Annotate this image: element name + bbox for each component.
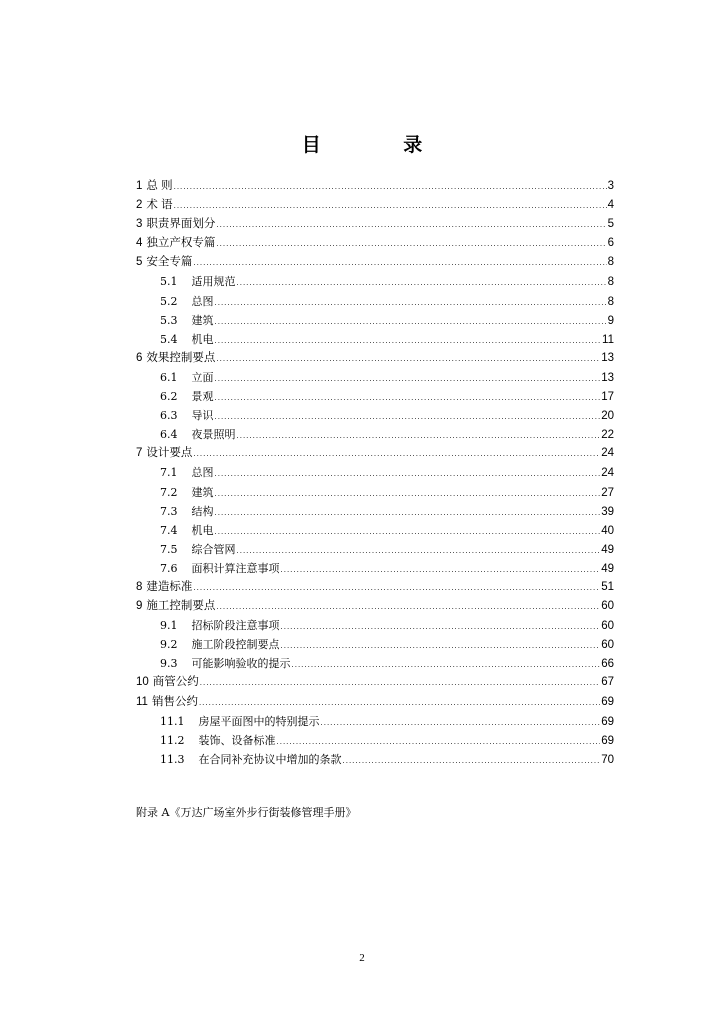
toc-dot-leader xyxy=(281,636,601,654)
toc-entry-page: 51 xyxy=(601,580,614,593)
toc-title: 目 录 xyxy=(301,134,461,156)
toc-entry-page: 70 xyxy=(601,753,614,766)
toc-dot-leader xyxy=(215,331,602,349)
toc-entry-label: 立面 xyxy=(191,370,214,384)
toc-entry[interactable] xyxy=(136,463,614,482)
toc-dot-leader xyxy=(193,578,600,597)
toc-entry-page: 13 xyxy=(601,351,614,364)
toc-dot-leader xyxy=(193,253,606,272)
toc-entry-number: 10 xyxy=(136,676,149,689)
toc-dot-leader xyxy=(215,503,601,521)
toc-entry[interactable] xyxy=(136,387,614,406)
toc-dot-leader xyxy=(215,407,601,425)
toc-dot-leader xyxy=(215,484,601,502)
toc-entry[interactable] xyxy=(136,654,614,673)
toc-entry[interactable] xyxy=(136,578,614,597)
toc-entry-number: 7.6 xyxy=(160,561,178,575)
toc-dot-leader xyxy=(292,655,601,673)
toc-entry-number: 7.2 xyxy=(160,485,178,499)
toc-entry-page: 40 xyxy=(601,524,614,537)
toc-entry-number: 11.2 xyxy=(160,733,185,747)
toc-dot-leader xyxy=(281,617,601,635)
toc-entry-label: 销售公约 xyxy=(151,695,198,708)
toc-entry-page: 20 xyxy=(601,410,614,423)
toc-entry-page: 49 xyxy=(601,543,614,556)
toc-entry[interactable] xyxy=(136,292,614,311)
page-number: 2 xyxy=(359,952,365,964)
toc-entry-page: 60 xyxy=(601,620,614,633)
toc-entry-label: 夜景照明 xyxy=(191,428,236,442)
toc-entry-page: 24 xyxy=(601,467,614,480)
toc-entry-number: 2 xyxy=(136,199,143,212)
toc-entry[interactable] xyxy=(136,483,614,502)
toc-entry-number: 9.3 xyxy=(160,657,178,671)
toc-entry-page: 60 xyxy=(601,639,614,652)
toc-entry-page: 11 xyxy=(602,333,614,346)
toc-entry-page: 22 xyxy=(601,429,614,442)
toc-dot-leader xyxy=(193,444,600,463)
toc-entry-label: 施工阶段控制要点 xyxy=(191,638,280,652)
toc-entry-label: 房屋平面图中的特别提示 xyxy=(198,714,320,728)
toc-dot-leader xyxy=(174,196,607,215)
toc-entry-label: 综合管网 xyxy=(191,542,236,556)
toc-entry[interactable] xyxy=(136,540,614,559)
toc-entry-label: 景观 xyxy=(191,390,214,404)
toc-entry-number: 4 xyxy=(136,237,143,250)
toc-entry[interactable] xyxy=(136,597,614,616)
toc-entry-number: 5.2 xyxy=(160,294,178,308)
toc-dot-leader xyxy=(237,273,607,291)
toc-entry-page: 3 xyxy=(607,180,614,192)
toc-entry-page: 17 xyxy=(601,391,614,404)
toc-dot-leader xyxy=(215,293,607,311)
toc-dot-leader xyxy=(215,522,601,540)
toc-entry-page: 8 xyxy=(607,256,614,269)
toc-entry-number: 6 xyxy=(136,351,143,364)
toc-entry-label: 商管公约 xyxy=(152,676,199,689)
toc-entry-page: 24 xyxy=(601,447,614,460)
toc-dot-leader xyxy=(237,426,601,444)
toc-entry-label: 结构 xyxy=(191,504,214,518)
toc-entry[interactable] xyxy=(136,253,614,272)
toc-entry-label: 设计要点 xyxy=(146,447,193,460)
toc-entry-number: 9.1 xyxy=(160,619,178,633)
toc-entry[interactable] xyxy=(136,673,614,692)
toc-entry-page: 6 xyxy=(607,237,614,250)
toc-entry[interactable] xyxy=(136,750,614,769)
toc-dot-leader xyxy=(281,560,601,578)
toc-entry-number: 9.2 xyxy=(160,638,178,652)
toc-entry-label: 建筑 xyxy=(191,485,214,499)
toc-entry-number: 7.5 xyxy=(160,542,178,556)
toc-entry-number: 11.3 xyxy=(160,752,185,766)
toc-entry-page: 49 xyxy=(601,562,614,575)
toc-entry-number: 5.3 xyxy=(160,313,178,327)
toc-entry-label: 总图 xyxy=(191,294,214,308)
toc-dot-leader xyxy=(277,732,601,750)
toc-entry-label: 机电 xyxy=(191,523,214,537)
toc-entry-page: 8 xyxy=(607,295,614,308)
toc-entry-page: 27 xyxy=(601,486,614,499)
toc-dot-leader xyxy=(215,312,607,330)
toc-dot-leader xyxy=(200,673,600,692)
toc-entry-label: 建筑 xyxy=(191,313,214,327)
toc-entry-number: 6.3 xyxy=(160,409,178,423)
toc-entry-label: 招标阶段注意事项 xyxy=(191,619,280,633)
toc-entry-number: 5 xyxy=(136,256,143,269)
toc-entry-number: 11.1 xyxy=(160,714,185,728)
toc-entry-number: 6.2 xyxy=(160,390,178,404)
toc-entry-label: 面积计算注意事项 xyxy=(191,561,280,575)
toc-entry[interactable] xyxy=(136,330,614,349)
toc-dot-leader xyxy=(174,177,607,196)
toc-entry-label: 施工控制要点 xyxy=(146,600,216,613)
toc-entry-page: 60 xyxy=(601,600,614,613)
toc-entry-page: 67 xyxy=(601,676,614,689)
toc-entry-page: 8 xyxy=(607,276,614,289)
toc-dot-leader xyxy=(215,464,601,482)
toc-dot-leader xyxy=(216,349,600,368)
toc-entry-label: 可能影响验收的提示 xyxy=(191,657,291,671)
toc-entry-label: 效果控制要点 xyxy=(146,351,216,364)
toc-dot-leader xyxy=(215,388,601,406)
toc-entry-number: 5.1 xyxy=(160,275,178,289)
toc-entry-number: 7.1 xyxy=(160,466,178,480)
toc-entry-page: 39 xyxy=(601,505,614,518)
toc-entry[interactable] xyxy=(136,234,614,253)
toc-entry[interactable] xyxy=(136,368,614,387)
toc-entry-label: 适用规范 xyxy=(191,275,236,289)
toc-entry[interactable] xyxy=(136,521,614,540)
toc-dot-leader xyxy=(216,215,606,234)
table-of-contents xyxy=(136,177,614,769)
toc-entry-number: 9 xyxy=(136,600,143,613)
toc-entry-number: 11 xyxy=(136,695,148,708)
toc-entry-page: 69 xyxy=(601,695,614,708)
toc-entry[interactable] xyxy=(136,635,614,654)
toc-entry[interactable] xyxy=(136,177,614,196)
toc-entry-label: 在合同补充协议中增加的条款 xyxy=(198,752,342,766)
toc-dot-leader xyxy=(216,597,600,616)
toc-dot-leader xyxy=(199,693,600,712)
toc-dot-leader xyxy=(237,541,601,559)
toc-entry-page: 4 xyxy=(607,199,614,212)
toc-entry[interactable] xyxy=(136,406,614,425)
toc-entry-label: 导识 xyxy=(191,409,214,423)
toc-entry-number: 5.4 xyxy=(160,332,178,346)
toc-entry-page: 5 xyxy=(607,218,614,231)
toc-entry[interactable] xyxy=(136,311,614,330)
toc-entry-page: 13 xyxy=(601,371,614,384)
toc-entry-number: 6.4 xyxy=(160,428,178,442)
toc-entry[interactable] xyxy=(136,215,614,234)
toc-entry-number: 1 xyxy=(136,180,143,192)
toc-entry-label: 职责界面划分 xyxy=(146,218,216,231)
toc-entry[interactable] xyxy=(136,693,614,712)
toc-dot-leader xyxy=(343,751,601,769)
toc-entry-page: 9 xyxy=(607,314,614,327)
toc-entry[interactable] xyxy=(136,731,614,750)
toc-entry[interactable] xyxy=(136,502,614,521)
toc-entry[interactable] xyxy=(136,196,614,215)
toc-entry-label: 总图 xyxy=(191,466,214,480)
toc-entry-number: 7.4 xyxy=(160,523,178,537)
toc-entry-number: 7.3 xyxy=(160,504,178,518)
toc-entry[interactable] xyxy=(136,425,614,444)
toc-entry-number: 7 xyxy=(136,447,143,460)
toc-entry-label: 装饰、设备标准 xyxy=(198,733,276,747)
toc-dot-leader xyxy=(215,369,601,387)
toc-dot-leader xyxy=(321,713,601,731)
toc-entry[interactable] xyxy=(136,616,614,635)
toc-entry-label: 独立产权专篇 xyxy=(146,237,216,250)
toc-entry-page: 69 xyxy=(601,734,614,747)
toc-entry[interactable] xyxy=(136,444,614,463)
toc-entry-label: 机电 xyxy=(191,332,214,346)
toc-entry[interactable] xyxy=(136,712,614,731)
toc-entry-number: 6.1 xyxy=(160,370,178,384)
toc-entry[interactable] xyxy=(136,272,614,291)
toc-entry-label: 术 语 xyxy=(146,199,173,212)
toc-entry-number: 3 xyxy=(136,218,143,231)
toc-entry-number: 8 xyxy=(136,580,143,593)
toc-dot-leader xyxy=(216,234,606,253)
toc-entry-label: 建造标准 xyxy=(146,580,193,593)
toc-entry-label: 总 则 xyxy=(146,180,173,192)
appendix-entry: 附录 A《万达广场室外步行街装修管理手册》 xyxy=(136,806,357,819)
toc-entry[interactable] xyxy=(136,559,614,578)
toc-entry-label: 安全专篇 xyxy=(146,256,193,269)
toc-entry-page: 66 xyxy=(601,658,614,671)
toc-entry[interactable] xyxy=(136,349,614,368)
toc-entry-page: 69 xyxy=(601,715,614,728)
